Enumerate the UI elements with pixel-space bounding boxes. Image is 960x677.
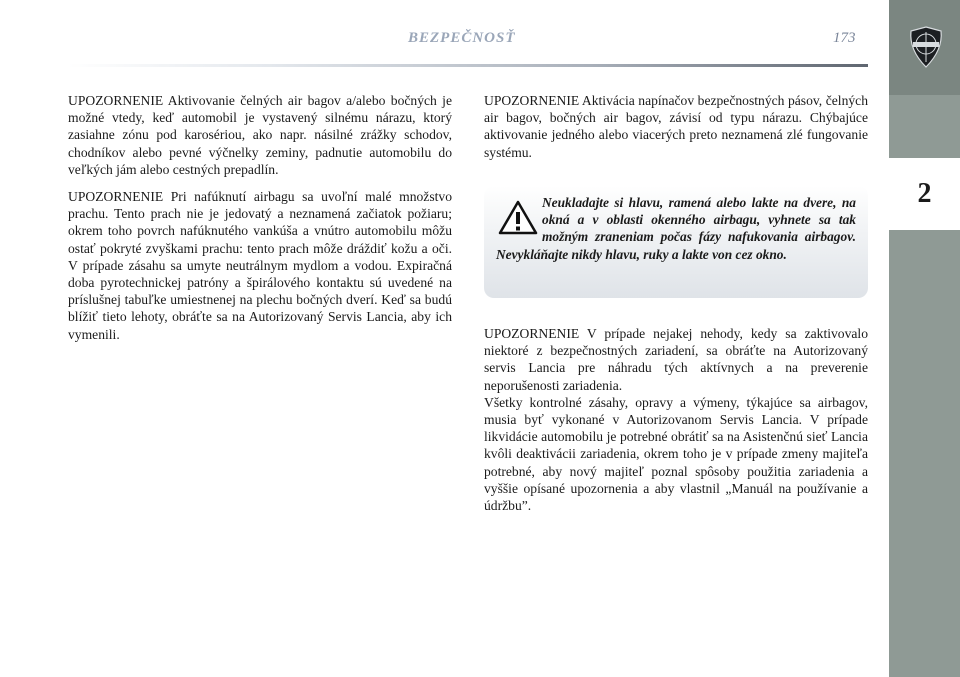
paragraph-text: Aktivácia napínačov bezpečnostných pásov, čelných air bagov, bočných air bagov, závisí od typu nárazu. Chýbajúce aktivovanie jedného alebo viacerých preto neznamená zlé fungovanie systému. xyxy=(484,93,868,160)
paragraph-warning-1 xyxy=(68,92,452,178)
paragraph-warning-4 xyxy=(484,325,868,394)
paragraph-text: Pri nafúknutí airbagu sa uvoľní malé množstvo prachu. Tento prach nie je jedovatý a neznamená začiatok požiaru; okrem toho povrch nafúknutého vankúša a vnútro automobilu môžu ostať pokryté zvyškami prachu: tento prach môže dráždiť kožu a oči. V prípade zásahu sa umyte neutrálnym mydlom a vodou. Expiračná doba pyrotechnickej patróny a špirálového kontaktu sú uvedené na príslušnej tabuľke umiestnenej na plechu bočných dverí. Keď sa budú blížiť tieto lehoty, obráťte sa na Autorizovaný Servis Lancia, aby ich vymenili. xyxy=(68,189,452,342)
paragraph-text: Aktivovanie čelných air bagov a/alebo bočných je možné vtedy, keď automobil je vystavený silnému nárazu, ktorý zasiahne zónu pod karosériou, ako napr. násilné zrážky schodov, chodníkov alebo pevné výčnelky zeminy, padnutie automobilu do veľkých jám alebo cestných prepadlín. xyxy=(68,93,452,177)
chapter-side-strip xyxy=(889,0,960,677)
warning-label: UPOZORNENIE xyxy=(484,93,580,108)
right-column-top xyxy=(484,92,868,171)
page-header-title: BEZPEČNOSŤ xyxy=(408,30,516,46)
warning-text: Neukladajte si hlavu, ramená alebo lakte na dvere, na okná a v oblasti okenného airbagu, vyhnete sa tak možným zraneniam počas fázy nafukovania airbagov. Nevykláňajte nikdy hlavu, ruky a lakte von cez okno. xyxy=(496,195,856,262)
page-number: 173 xyxy=(833,30,856,46)
logo-area xyxy=(889,0,960,95)
warning-box xyxy=(484,186,868,298)
paragraph-warning-2 xyxy=(68,188,452,343)
right-column-bottom xyxy=(484,325,868,514)
left-column xyxy=(68,92,452,353)
warning-label: UPOZORNENIE xyxy=(484,326,580,341)
chapter-number: 2 xyxy=(889,158,960,230)
warning-label: UPOZORNENIE xyxy=(68,189,164,205)
warning-label: UPOZORNENIE xyxy=(68,93,164,108)
header-rule xyxy=(68,64,868,67)
paragraph-text: V prípade nejakej nehody, kedy sa zaktivovalo niektoré z bezpečnostných zariadení, sa obráťte na Autorizovaný servis Lancia pre náhradu tých aktívnych a na preverenie neporušenosti zariadenia. xyxy=(484,326,868,393)
paragraph-service: Všetky kontrolné zásahy, opravy a výmeny, týkajúce sa airbagov, musia byť vykonané v Autorizovanom Servis Lancia. V prípade likvidácie automobilu je potrebné obrátiť sa na Asistenčnú sieť Lancia kvôli deaktivácii zariadenia, okrem toho je v prípade zmeny majiteľa potrebné, aby nový majiteľ poznal spôsoby použitia zariadenia a vyššie opísané upozornenia a aby vlastnil „Manuál na používanie a údržbu”. xyxy=(484,394,868,514)
paragraph-warning-3 xyxy=(484,92,868,161)
watermark: carmanualsonline.info xyxy=(560,646,804,671)
lancia-logo-icon xyxy=(908,26,944,68)
